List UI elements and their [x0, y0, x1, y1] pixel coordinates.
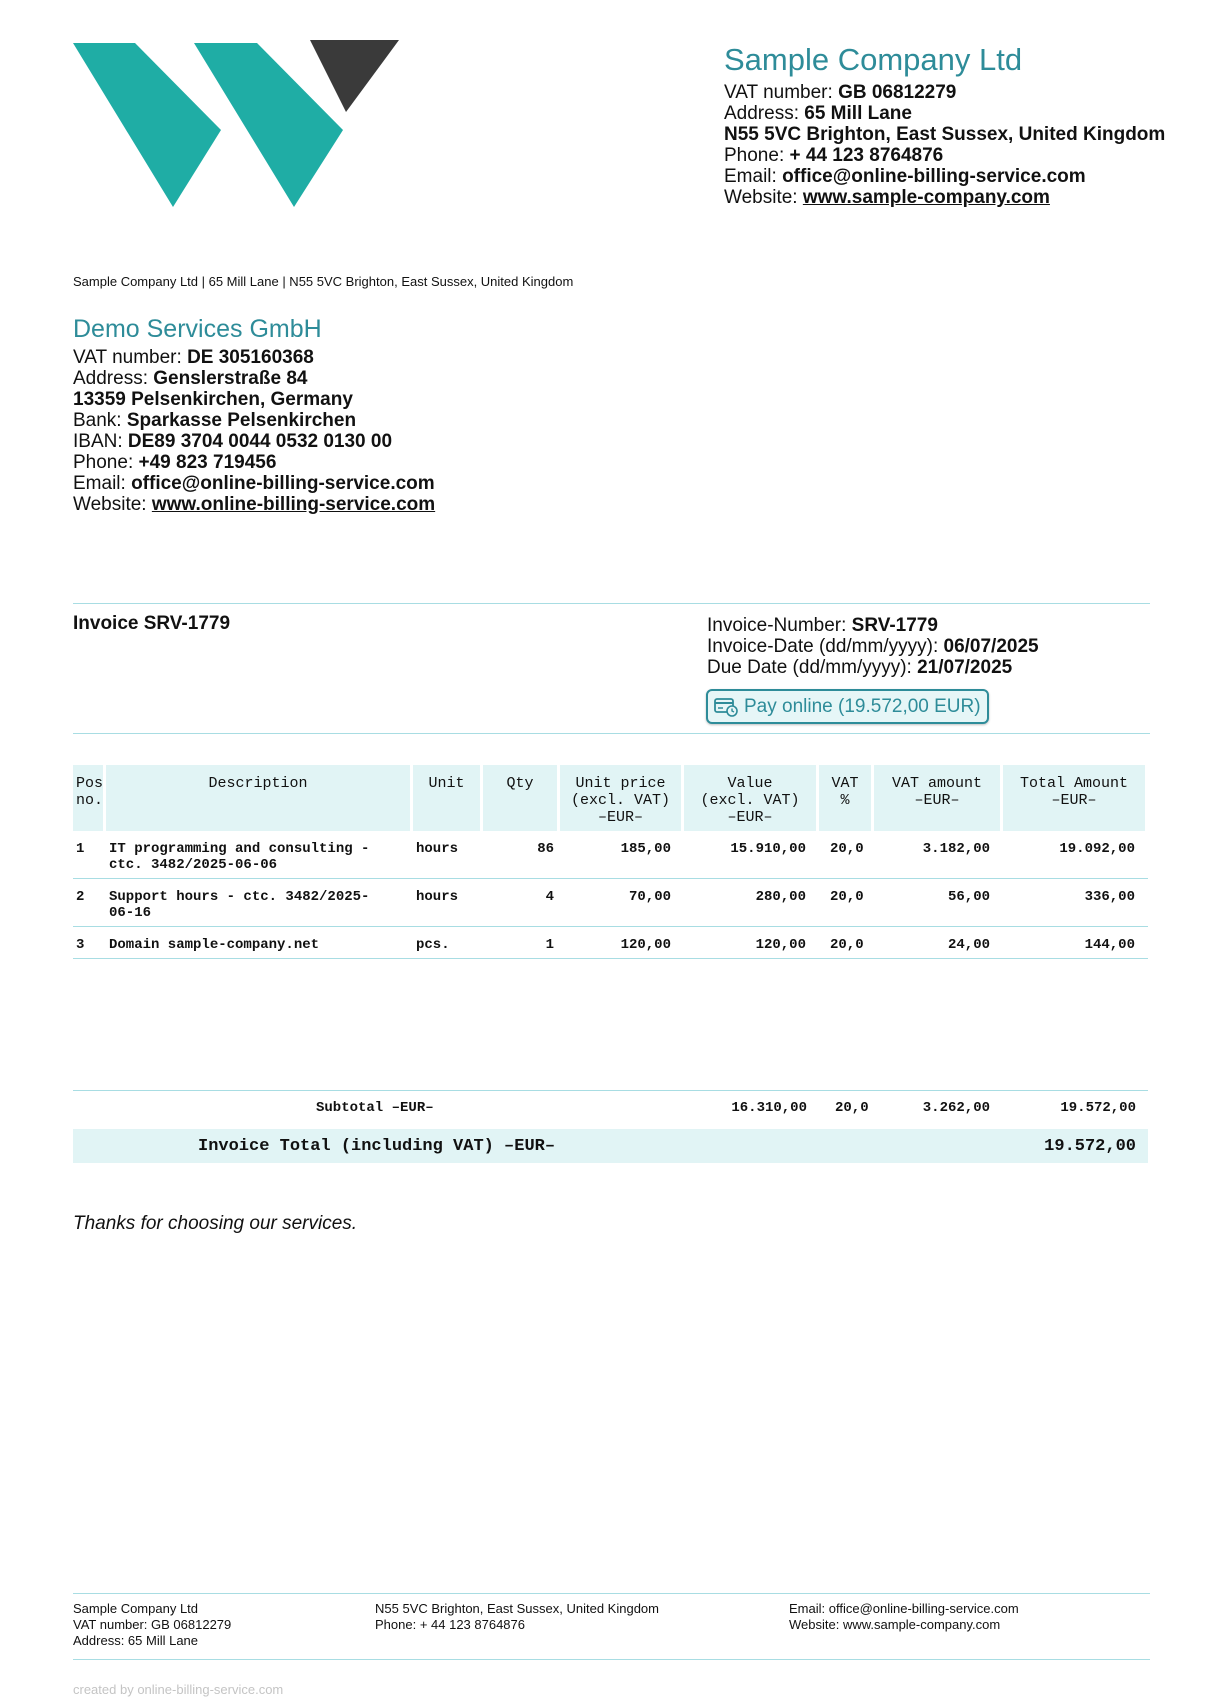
row-qty: 1 [545, 937, 554, 953]
footer-city: N55 5VC Brighton, East Sussex, United Kingdom [375, 1601, 659, 1616]
recipient-vat: DE 305160368 [187, 347, 314, 368]
footer-website: Website: www.sample-company.com [789, 1617, 1001, 1632]
footer-email: Email: office@online-billing-service.com [789, 1601, 1019, 1616]
header-unit: Unit [413, 765, 480, 831]
header-total-amount: Total Amount –EUR– [1003, 765, 1145, 831]
invoice-title: Invoice SRV-1779 [73, 613, 231, 634]
logo-left-stroke [73, 43, 221, 207]
footer-divider-top [73, 1593, 1150, 1594]
invoice-number: SRV-1779 [851, 615, 938, 636]
footer-col-contact [789, 1601, 1019, 1633]
table-row [73, 879, 1148, 927]
header-vat-percent: VAT % [819, 765, 871, 831]
table-row [73, 927, 1148, 959]
company-logo [73, 40, 399, 208]
subtotal-value: 16.310,00 [731, 1100, 807, 1116]
sender-website-link[interactable]: www.sample-company.com [802, 187, 1050, 208]
recipient-phone: +49 823 719456 [138, 452, 277, 473]
row-total: 144,00 [1084, 937, 1135, 953]
row-qty: 86 [537, 841, 554, 857]
invoice-total-label: Invoice Total (including VAT) –EUR– [198, 1137, 556, 1156]
invoice-total-row [73, 1129, 1148, 1163]
sender-email: office@online-billing-service.com [782, 166, 1086, 187]
thanks-note: Thanks for choosing our services. [73, 1213, 358, 1234]
due-date-label: Due Date (dd/mm/yyyy): [707, 657, 912, 678]
row-unit: pcs. [416, 937, 450, 953]
row-description: IT programming and consulting - ctc. 3482/2025-06-06 [109, 841, 370, 873]
subtotal-label: Subtotal –EUR– [316, 1100, 434, 1116]
sender-vat-label: VAT number: [724, 82, 833, 103]
header-pos: Pos no. [73, 765, 103, 831]
recipient-website-label: Website: [73, 494, 147, 515]
subtotal-row [73, 1090, 1148, 1126]
recipient-vat-label: VAT number: [73, 347, 182, 368]
footer-address: Address: 65 Mill Lane [73, 1633, 199, 1648]
invoice-date-label: Invoice-Date (dd/mm/yyyy): [707, 636, 939, 657]
table-row [73, 831, 1148, 879]
recipient-address-line1: Genslerstraße 84 [153, 368, 308, 389]
row-description: Domain sample-company.net [109, 937, 320, 953]
subtotal-vat-amount: 3.262,00 [922, 1100, 990, 1116]
header-qty: Qty [483, 765, 557, 831]
pay-online-label: Pay online (19.572,00 EUR) [744, 696, 981, 717]
sender-phone: + 44 123 8764876 [789, 145, 944, 166]
return-address-line: Sample Company Ltd | 65 Mill Lane | N55 5VC Brighton, East Sussex, United Kingdom [73, 274, 574, 289]
recipient-block [73, 313, 633, 515]
row-qty: 4 [545, 889, 554, 905]
recipient-iban-label: IBAN: [73, 431, 123, 452]
divider [73, 733, 1150, 734]
subtotal-vat-percent: 20,0 [835, 1100, 869, 1116]
row-total: 336,00 [1084, 889, 1135, 905]
logo-dark-triangle [310, 40, 399, 112]
row-vat-amount: 3.182,00 [922, 841, 990, 857]
row-pos: 3 [76, 937, 85, 953]
subtotal-total: 19.572,00 [1060, 1100, 1136, 1116]
row-description: Support hours - ctc. 3482/2025- 06-16 [109, 889, 370, 921]
invoice-date: 06/07/2025 [943, 636, 1039, 657]
row-total: 19.092,00 [1059, 841, 1135, 857]
pay-online-button[interactable] [706, 689, 989, 724]
footer-col-location [375, 1601, 659, 1633]
recipient-bank-label: Bank: [73, 410, 122, 431]
divider [73, 603, 1150, 604]
row-unit-price: 120,00 [620, 937, 671, 953]
sender-address-line2: N55 5VC Brighton, East Sussex, United Kingdom [724, 124, 1166, 145]
sender-website-label: Website: [724, 187, 798, 208]
items-table [73, 765, 1148, 959]
due-date: 21/07/2025 [917, 657, 1013, 678]
row-unit: hours [416, 841, 459, 857]
table-header [73, 765, 1148, 831]
row-value: 280,00 [755, 889, 806, 905]
recipient-company-name: Demo Services GmbH [73, 315, 322, 343]
invoice-total-value: 19.572,00 [1044, 1137, 1136, 1156]
row-vat-amount: 56,00 [947, 889, 990, 905]
sender-address-label: Address: [724, 103, 799, 124]
footer-company: Sample Company Ltd [73, 1601, 199, 1616]
header-description: Description [106, 765, 410, 831]
recipient-email-label: Email: [73, 473, 126, 494]
footer-divider-bottom [73, 1659, 1150, 1660]
row-unit-price: 70,00 [628, 889, 671, 905]
sender-email-label: Email: [724, 166, 777, 187]
row-vat-percent: 20,0 [830, 937, 864, 953]
recipient-address-label: Address: [73, 368, 148, 389]
card-payment-icon [714, 697, 738, 717]
row-vat-amount: 24,00 [947, 937, 990, 953]
sender-phone-label: Phone: [724, 145, 785, 166]
totals-block [73, 1090, 1148, 1163]
sender-address-line1: 65 Mill Lane [804, 103, 912, 124]
header-unit-price: Unit price (excl. VAT) –EUR– [560, 765, 681, 831]
created-by-note: created by online-billing-service.com [73, 1682, 284, 1697]
row-value: 120,00 [755, 937, 806, 953]
recipient-iban: DE89 3704 0044 0532 0130 00 [127, 431, 393, 452]
header-value: Value (excl. VAT) –EUR– [684, 765, 816, 831]
recipient-address-line2: 13359 Pelsenkirchen, Germany [73, 389, 353, 410]
footer-phone: Phone: + 44 123 8764876 [375, 1617, 526, 1632]
invoice-meta [707, 615, 1039, 678]
row-vat-percent: 20,0 [830, 889, 864, 905]
row-pos: 1 [76, 841, 85, 857]
row-value: 15.910,00 [730, 841, 806, 857]
header-vat-amount: VAT amount –EUR– [874, 765, 1000, 831]
invoice-number-label: Invoice-Number: [707, 615, 847, 636]
footer-col-company [73, 1601, 231, 1649]
recipient-email: office@online-billing-service.com [131, 473, 435, 494]
row-unit-price: 185,00 [620, 841, 671, 857]
row-pos: 2 [76, 889, 85, 905]
recipient-bank: Sparkasse Pelsenkirchen [126, 410, 357, 431]
row-unit: hours [416, 889, 459, 905]
sender-block [724, 40, 1194, 208]
footer-vat: VAT number: GB 06812279 [73, 1617, 232, 1632]
logo-right-stroke [194, 43, 343, 207]
sender-vat: GB 06812279 [838, 82, 957, 103]
row-vat-percent: 20,0 [830, 841, 864, 857]
recipient-phone-label: Phone: [73, 452, 134, 473]
sender-company-name: Sample Company Ltd [724, 42, 1023, 77]
recipient-website-link[interactable]: www.online-billing-service.com [151, 494, 436, 515]
